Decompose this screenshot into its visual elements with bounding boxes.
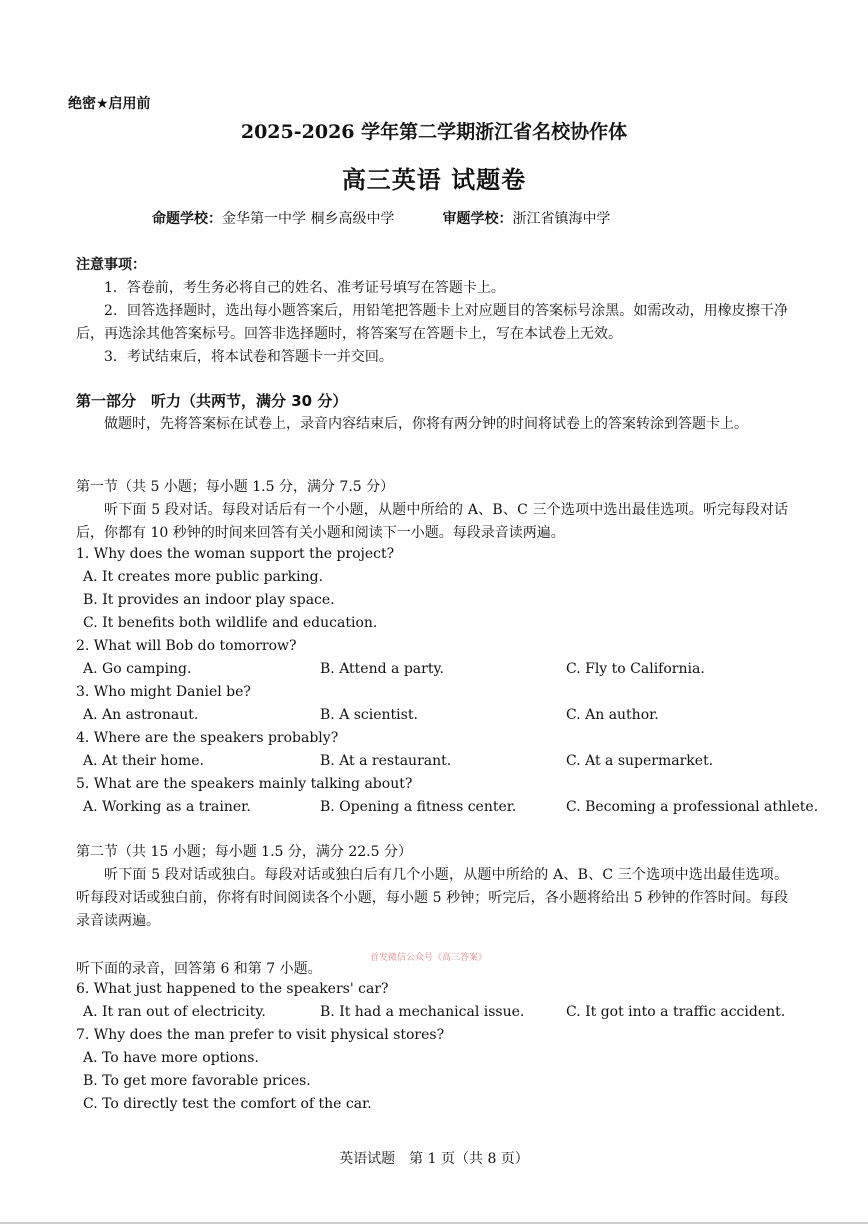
reviewer-label: 审题学校： [442, 211, 513, 227]
q4-option-c: C. At a supermarket. [566, 753, 714, 769]
reviewer-schools: 浙江省镇海中学 [512, 211, 611, 227]
q2-option-c: C. Fly to California. [566, 661, 705, 677]
q1-option-b: B. It provides an indoor play space. [83, 592, 335, 608]
note-item-2: 2．回答选择题时，选出每小题答案后，用铅笔把答题卡上对应题目的答案标号涂黑。如需改动，用橡皮擦干净后，再选涂其他答案标号。回答非选择题时，将答案写在答题卡上，写在本试卷上无效。 [76, 303, 788, 342]
q5-option-b: B. Opening a fitness center. [320, 799, 517, 815]
q3-option-b: B. A scientist. [320, 707, 418, 723]
setter-schools: 金华第一中学 桐乡高级中学 [222, 211, 395, 227]
question-1: 1. Why does the woman support the project? [76, 546, 395, 562]
question-2: 2. What will Bob do tomorrow? [76, 638, 297, 654]
q3-option-c: C. An author. [566, 707, 659, 723]
q4-option-a: A. At their home. [83, 753, 204, 769]
q7-option-c: C. To directly test the comfort of the car. [83, 1096, 372, 1112]
secret-label: 绝密★启用前 [68, 96, 151, 112]
question-5: 5. What are the speakers mainly talking about? [76, 776, 413, 792]
q7-option-b: B. To get more favorable prices. [83, 1073, 311, 1089]
question-3: 3. Who might Daniel be? [76, 684, 251, 700]
watermark-text: 首发微信公众号《高三答案》 [370, 953, 488, 963]
section2-heading: 第二节（共 15 小题；每小题 1.5 分，满分 22.5 分） [76, 844, 412, 860]
school-info [152, 208, 610, 228]
q6-option-c: C. It got into a traffic accident. [566, 1004, 786, 1020]
q5-option-c: C. Becoming a professional athlete. [566, 799, 819, 815]
q2-option-a: A. Go camping. [83, 661, 192, 677]
section1-heading: 第一节（共 5 小题；每小题 1.5 分，满分 7.5 分） [76, 479, 395, 495]
part1-heading: 第一部分 听力（共两节，满分 30 分） [76, 392, 348, 410]
exam-title-line1: 2025-2026 学年第二学期浙江省名校协作体 [240, 121, 628, 143]
section1-heading-block [76, 476, 788, 545]
setter-label: 命题学校： [152, 211, 222, 227]
page-footer: 英语试题 第 1 页（共 8 页） [339, 1151, 529, 1167]
exam-title-line2: 高三英语 试题卷 [341, 165, 527, 194]
note-item-3: 3．考试结束后，将本试卷和答题卡一并交回。 [104, 349, 393, 365]
page-bottom-divider [0, 1222, 868, 1224]
q2-option-b: B. Attend a party. [320, 661, 444, 677]
question-7: 7. Why does the man prefer to visit physical stores? [76, 1027, 445, 1043]
q6-option-a: A. It ran out of electricity. [83, 1004, 266, 1020]
note-item-1: 1．答卷前，考生务必将自己的姓名、准考证号填写在答题卡上。 [104, 280, 505, 296]
section1-instruction: 听下面 5 段对话。每段对话后有一个小题，从题中所给的 A、B、C 三个选项中选出最佳选项。听完每段对话后，你都有 10 秒钟的时间来回答有关小题和阅读下一小题。每段录音读两遍。 [76, 502, 788, 541]
q1-option-a: A. It creates more public parking. [83, 569, 324, 585]
section2-heading-block [76, 841, 788, 933]
q7-option-a: A. To have more options. [83, 1050, 259, 1066]
part1-section [76, 390, 788, 436]
notes-section [76, 254, 788, 369]
q1-option-c: C. It benefits both wildlife and education. [83, 615, 378, 631]
section2-instruction: 听下面 5 段对话或独白。每段对话或独白后有几个小题，从题中所给的 A、B、C 三个选项中选出最佳选项。听每段对话或独白前，你将有时间阅读各个小题，每小题 5 秒钟；听完后，各小题将给出 5 秒钟的作答时间。每段录音读两遍。 [76, 867, 788, 929]
part1-instruction: 做题时，先将答案标在试卷上，录音内容结束后，你将有两分钟的时间将试卷上的答案转涂到答题卡上。 [104, 416, 748, 432]
q5-option-a: A. Working as a trainer. [83, 799, 251, 815]
q6-option-b: B. It had a mechanical issue. [320, 1004, 525, 1020]
question-4: 4. Where are the speakers probably? [76, 730, 339, 746]
section2-prompt: 听下面的录音，回答第 6 和第 7 小题。 [76, 961, 322, 977]
q3-option-a: A. An astronaut. [83, 707, 199, 723]
q4-option-b: B. At a restaurant. [320, 753, 452, 769]
notes-heading: 注意事项： [76, 257, 146, 273]
question-6: 6. What just happened to the speakers' car? [76, 981, 389, 997]
